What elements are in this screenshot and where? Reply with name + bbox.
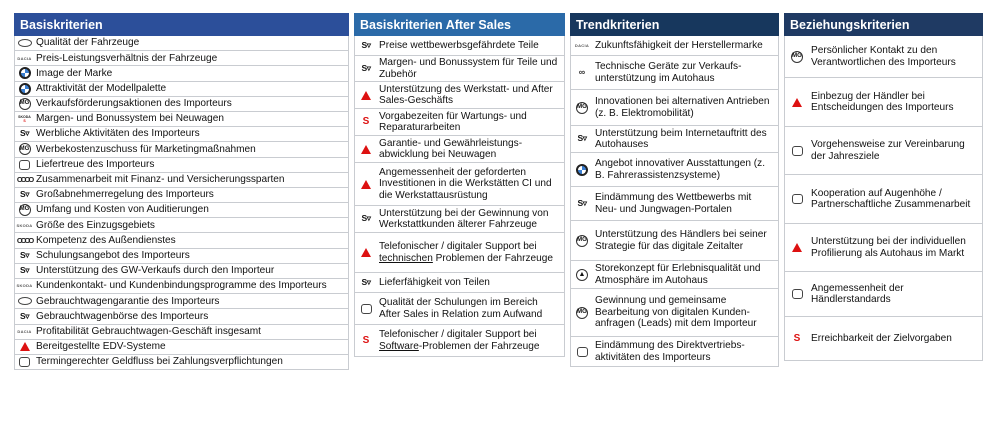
criteria-row [571, 126, 778, 153]
seat-vw-icon: S▿ [20, 249, 29, 260]
mg-icon: MG [15, 142, 34, 156]
seat-vw-icon: S▿ [361, 39, 371, 50]
criteria-row [571, 36, 778, 56]
criteria-row [571, 90, 778, 126]
criteria-text: Zusammenarbeit mit Finanz- und Versicherungssparten [36, 174, 285, 186]
criteria-list [570, 36, 779, 367]
criteria-text: Einbezug der Händler bei Entscheidungen des Importeurs [811, 90, 954, 113]
criteria-row [15, 218, 348, 233]
criteria-text: Bereitgestellte EDV-Systeme [36, 341, 166, 353]
skoda-icon: SKODA [16, 222, 33, 228]
column-header: Basiskriterien [14, 13, 349, 36]
criteria-text: Gewinnung und gemeinsame Bearbeitung von digitalen Kunden-anfragen (Leads) mit dem Importeur [595, 295, 757, 330]
mini-icon: ∞ [578, 66, 586, 77]
citroen-icon [785, 272, 809, 316]
suzuki-icon: S [793, 332, 801, 344]
criteria-text: Margen- und Bonussystem bei Neuwagen [36, 113, 224, 125]
criteria-text: Zukunftsfähigkeit der Herstellermarke [595, 39, 763, 51]
criteria-row [355, 109, 564, 136]
criteria-text: Großabnehmerregelung des Importeurs [36, 189, 214, 201]
criteria-text: Liefertreue des Importeurs [36, 158, 155, 170]
criteria-row [15, 158, 348, 173]
column-header: Basiskriterien After Sales [354, 13, 565, 36]
bmw-icon [15, 66, 34, 80]
criteria-row [15, 279, 348, 294]
mitsubishi-icon [355, 233, 377, 272]
criteria-row [355, 163, 564, 206]
criteria-text: Umfang und Kosten von Auditierungen [36, 204, 209, 216]
criteria-row [15, 112, 348, 127]
criteria-row [355, 293, 564, 325]
criteria-row [15, 309, 348, 324]
seat-vw-icon: S▿ [20, 265, 29, 276]
criteria-text: Gebrauchtwagenbörse des Importeurs [36, 310, 209, 322]
criteria-row [15, 294, 348, 309]
criteria-text-part: -Problemen der Fahrzeuge [418, 340, 540, 352]
criteria-text: Verkaufsförderungsaktionen des Importeurs [36, 98, 232, 110]
mitsubishi-icon [785, 78, 809, 126]
criteria-text-underlined: Software [379, 340, 419, 352]
column-trendkriterien [570, 13, 779, 367]
criteria-text: Termingerechter Geldfluss bei Zahlungsverpflichtungen [36, 356, 283, 368]
criteria-row [355, 273, 564, 293]
mg-icon: MG [571, 90, 593, 125]
seat-vw-icon: S▿ [20, 128, 29, 139]
criteria-text: Lieferfähigkeit von Teilen [379, 276, 490, 288]
seat-vw-icon: S▿ [20, 310, 29, 321]
criteria-text-part: Telefonischer / digitaler Support bei [379, 329, 537, 340]
citroen-icon [355, 293, 377, 324]
bmw-icon [15, 82, 34, 96]
citroen-icon [15, 355, 34, 369]
criteria-text: Unterstützung beim Internetauftritt des Autohauses [595, 127, 767, 150]
bmw-icon [571, 153, 593, 186]
column-basiskriterien [14, 13, 349, 370]
criteria-text: Eindämmung des Direktvertriebs-aktivitäten des Importeurs [595, 340, 745, 363]
dacia-icon: DACIA [17, 55, 32, 61]
criteria-text-underlined: technischen [379, 252, 433, 264]
criteria-row [15, 233, 348, 248]
mg-icon: MG [15, 97, 34, 111]
criteria-text: Storekonzept für Erlebnisqualität und Atmosphäre im Autohaus [595, 263, 761, 286]
criteria-row [571, 337, 778, 367]
seat-vw-icon: S▿ [361, 213, 371, 224]
criteria-list [354, 36, 565, 357]
seat-vw-icon: S▿ [577, 197, 587, 208]
criteria-row [15, 142, 348, 157]
criteria-text: Attraktivität der Modellpalette [36, 82, 167, 94]
criteria-row [785, 272, 982, 317]
criteria-text-part: Telefonischer / digitaler Support bei [379, 241, 537, 252]
seat-vw-icon: S▿ [361, 62, 371, 73]
criteria-text: Werbliche Aktivitäten des Importeurs [36, 128, 200, 140]
criteria-text: Profitabilität Gebrauchtwagen-Geschäft insgesamt [36, 325, 261, 337]
criteria-text: Garantie- und Gewährleistungs-abwicklung bei Neuwagen [379, 137, 523, 160]
criteria-text: Preise wettbewerbsgefährdete Teile [379, 39, 539, 51]
criteria-text: Qualität der Schulungen im Bereich After Sales in Relation zum Aufwand [379, 297, 543, 320]
criteria-row [571, 56, 778, 90]
mercedes-icon: ▲ [571, 261, 593, 288]
criteria-text: Werbekostenzuschuss für Marketingmaßnahmen [36, 143, 256, 155]
criteria-text: Größe des Einzugsgebiets [36, 219, 155, 231]
criteria-row [355, 36, 564, 56]
criteria-text: Vorgabezeiten für Wartungs- und Reparaturarbeiten [379, 110, 527, 133]
criteria-row [355, 136, 564, 163]
criteria-row [355, 325, 564, 357]
criteria-text: Unterstützung bei der Gewinnung von Werkstattkunden älterer Fahrzeuge [379, 207, 549, 230]
criteria-row [15, 82, 348, 97]
criteria-row [571, 289, 778, 337]
criteria-text: Erreichbarkeit der Zielvorgaben [811, 332, 952, 344]
mg-icon: MG [571, 221, 593, 260]
criteria-row [571, 187, 778, 221]
column-header: Beziehungskriterien [784, 13, 983, 36]
mg-icon: MG [15, 203, 34, 217]
criteria-text [377, 241, 564, 264]
dacia-icon: DACIA [17, 328, 32, 334]
criteria-text: Technische Geräte zur Verkaufs-unterstützung im Autohaus [595, 61, 742, 84]
criteria-text: Unterstützung bei der individuellen Profilierung als Autohaus im Markt [811, 236, 966, 259]
criteria-row [15, 264, 348, 279]
suzuki-icon: S [362, 116, 370, 128]
criteria-text [377, 329, 564, 352]
criteria-text: Persönlicher Kontakt zu den Verantwortlichen des Importeurs [811, 45, 956, 68]
criteria-row [355, 56, 564, 82]
criteria-text: Schulungsangebot des Importeurs [36, 249, 190, 261]
audi-rings-icon: OOOO [16, 175, 33, 185]
criteria-text: Angemessenheit der geforderten Investitionen in die Werkstätten CI und die Werkstattausrüstung [379, 166, 552, 201]
criteria-text: Innovationen bei alternativen Antrieben (z. B. Elektromobilität) [595, 96, 770, 119]
column-basiskriterien-after-sales [354, 13, 565, 357]
criteria-row [785, 36, 982, 78]
criteria-text: Kompetenz des Außendienstes [36, 234, 176, 246]
column-beziehungskriterien [784, 13, 983, 361]
criteria-row [15, 188, 348, 203]
citroen-icon [15, 158, 34, 172]
criteria-list [784, 36, 983, 361]
criteria-row [15, 355, 348, 370]
criteria-row [571, 261, 778, 289]
audi-rings-icon: OOOO [16, 235, 33, 245]
citroen-icon [571, 337, 593, 366]
criteria-text: Margen- und Bonussystem für Teile und Zubehör [379, 57, 558, 80]
criteria-text: Angebot innovativer Ausstattungen (z. B. Fahrerassistenzsysteme) [595, 158, 766, 181]
toyota-icon [15, 36, 34, 50]
seat-vw-icon: S▿ [20, 189, 29, 200]
criteria-row [785, 127, 982, 175]
criteria-row [15, 127, 348, 142]
mitsubishi-icon [355, 82, 377, 108]
criteria-text: Kooperation auf Augenhöhe / Partnerschaftliche Zusammenarbeit [811, 187, 971, 210]
criteria-list [14, 36, 349, 370]
criteria-text: Unterstützung des Händlers bei seiner Strategie für das digitale Zeitalter [595, 229, 767, 252]
criteria-row [15, 325, 348, 340]
criteria-text: Gebrauchtwagengarantie des Importeurs [36, 295, 220, 307]
mg-icon: MG [571, 289, 593, 336]
criteria-row [355, 82, 564, 109]
toyota-icon [15, 294, 34, 308]
citroen-icon [785, 175, 809, 223]
skoda-suzuki-icon: SKODA S [18, 115, 31, 124]
criteria-row [785, 175, 982, 224]
criteria-text: Unterstützung des GW-Verkaufs durch den Importeur [36, 265, 275, 277]
criteria-row [15, 97, 348, 112]
criteria-text: Angemessenheit der Händlerstandards [811, 282, 904, 305]
criteria-text: Eindämmung des Wettbewerbs mit Neu- und Jungwagen-Portalen [595, 192, 752, 215]
criteria-text: Qualität der Fahrzeuge [36, 37, 140, 49]
criteria-row [785, 78, 982, 127]
criteria-row [571, 221, 778, 261]
criteria-row [15, 173, 348, 188]
criteria-text: Image der Marke [36, 67, 113, 79]
mitsubishi-icon [355, 163, 377, 205]
criteria-row [355, 206, 564, 233]
suzuki-icon: S [362, 334, 370, 346]
criteria-row [15, 36, 348, 51]
criteria-row [15, 51, 348, 66]
dacia-icon: DACIA [574, 42, 590, 48]
mg-icon: MG [785, 36, 809, 77]
column-header: Trendkriterien [570, 13, 779, 36]
mitsubishi-icon [785, 224, 809, 271]
criteria-row [355, 233, 564, 273]
criteria-text: Vorgehensweise zur Vereinbarung der Jahresziele [811, 139, 965, 162]
criteria-row [15, 203, 348, 218]
seat-vw-icon: S▿ [577, 133, 587, 144]
criteria-row [15, 249, 348, 264]
criteria-row [15, 66, 348, 81]
seat-vw-icon: S▿ [361, 276, 371, 287]
criteria-text: Unterstützung des Werkstatt- und After Sales-Geschäfts [379, 83, 553, 106]
mitsubishi-icon [355, 136, 377, 162]
mitsubishi-icon [15, 340, 34, 354]
criteria-row [15, 340, 348, 355]
criteria-text-part: Problemen der Fahrzeuge [432, 252, 553, 264]
criteria-text: Kundenkontakt- und Kundenbindungsprogramme des Importeurs [36, 280, 327, 292]
skoda-icon: SKODA [16, 283, 33, 289]
criteria-row [571, 153, 778, 187]
criteria-row [785, 317, 982, 361]
criteria-text: Preis-Leistungsverhältnis der Fahrzeuge [36, 52, 218, 64]
criteria-row [785, 224, 982, 272]
citroen-icon [785, 127, 809, 174]
